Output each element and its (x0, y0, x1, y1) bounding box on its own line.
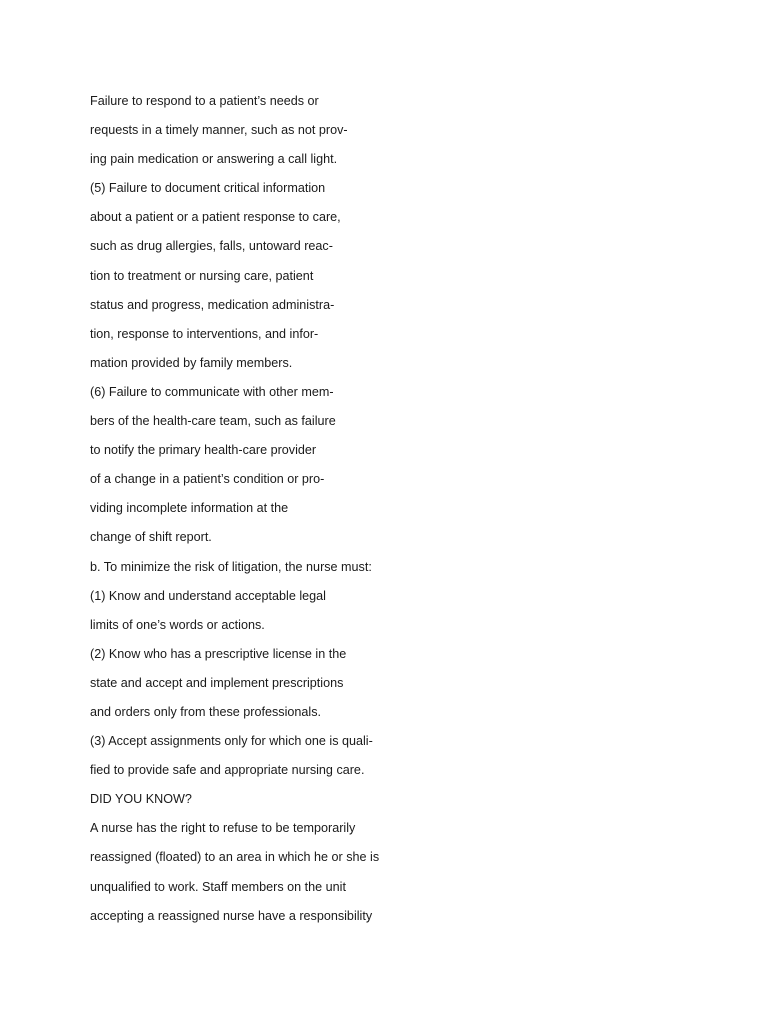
text-line: such as drug allergies, falls, untoward reac- (90, 239, 333, 254)
text-line: (3) Accept assignments only for which one is quali- (90, 734, 373, 749)
text-line: of a change in a patient’s condition or pro- (90, 472, 325, 487)
text-line: accepting a reassigned nurse have a responsibility (90, 908, 373, 923)
text-line: (2) Know who has a prescriptive license in the (90, 646, 347, 661)
text-line: ing pain medication or answering a call light. (90, 152, 338, 167)
text-line: to notify the primary health-care provider (90, 443, 317, 458)
text-line: and orders only from these professionals. (90, 704, 322, 719)
section-heading: DID YOU KNOW? (90, 792, 192, 807)
text-line: A nurse has the right to refuse to be temporarily (90, 821, 356, 836)
text-line: (1) Know and understand acceptable legal (90, 588, 326, 603)
text-line: state and accept and implement prescriptions (90, 675, 344, 690)
text-line: status and progress, medication administra- (90, 297, 335, 312)
text-line: viding incomplete information at the (90, 501, 289, 516)
text-line: (5) Failure to document critical information (90, 181, 326, 196)
text-line: bers of the health-care team, such as failure (90, 414, 336, 429)
text-line: tion to treatment or nursing care, patient (90, 268, 314, 283)
text-line: limits of one’s words or actions. (90, 617, 265, 632)
text-line: Failure to respond to a patient’s needs or (90, 94, 319, 108)
text-line: reassigned (floated) to an area in which he or she is (90, 850, 380, 865)
text-line: change of shift report. (90, 530, 212, 545)
text-line: b. To minimize the risk of litigation, the nurse must: (90, 559, 372, 574)
text-line: about a patient or a patient response to care, (90, 210, 341, 225)
text-line: mation provided by family members. (90, 355, 293, 370)
text-line: tion, response to interventions, and infor- (90, 326, 319, 341)
text-line: requests in a timely manner, such as not prov- (90, 123, 348, 138)
text-line: unqualified to work. Staff members on the unit (90, 879, 346, 894)
text-line: (6) Failure to communicate with other mem- (90, 384, 334, 399)
text-line: fied to provide safe and appropriate nursing care. (90, 763, 365, 778)
body-text (90, 87, 690, 931)
